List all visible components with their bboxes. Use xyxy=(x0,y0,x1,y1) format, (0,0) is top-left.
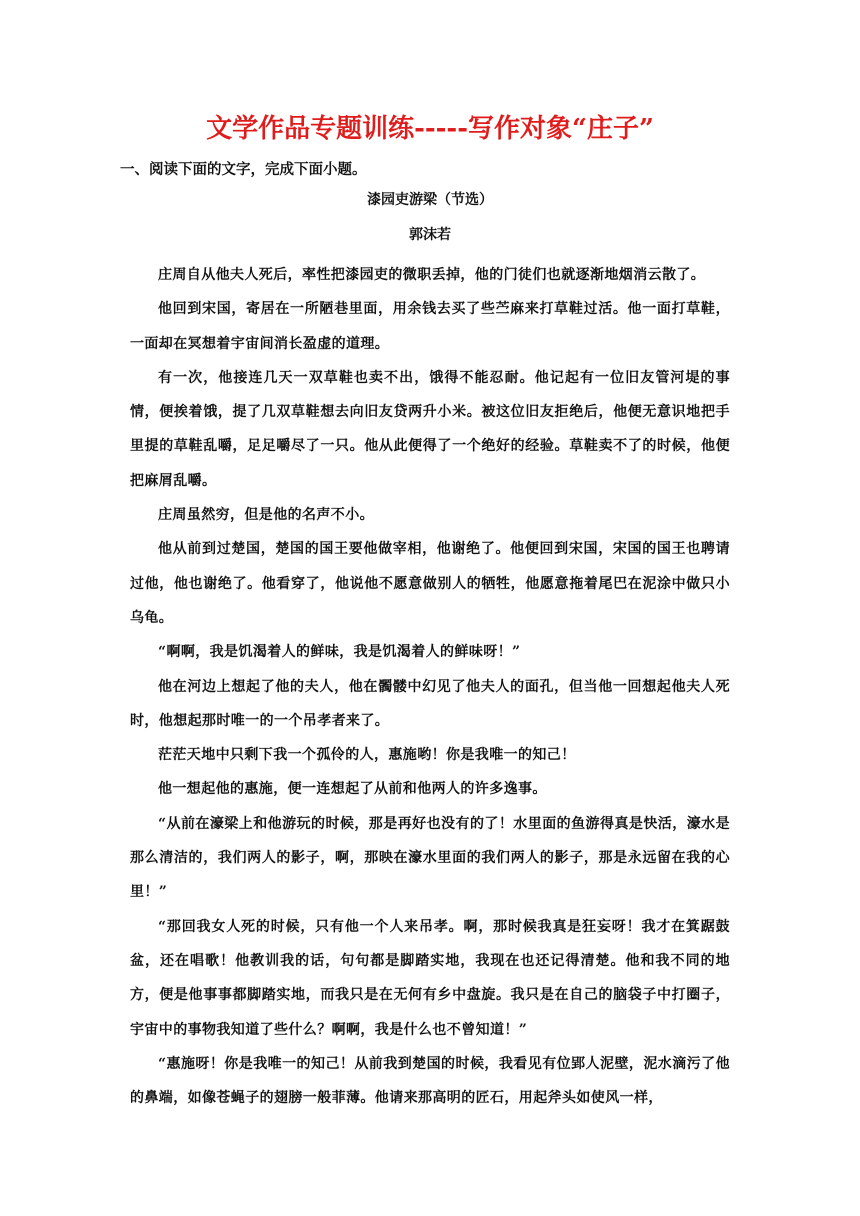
passage-author: 郭沫若 xyxy=(409,227,451,243)
section-heading: 一、阅读下面的文字，完成下面小题。 xyxy=(120,161,367,178)
paragraph: 有一次，他接连几天一双草鞋也卖不出，饿得不能忍耐。他记起有一位旧友管河堤的事情，便挨着饿，提了几双草鞋想去向旧友贷两升小米。被这位旧友拒绝后，他便无意识地把手里提的草鞋乱嚼，足足嚼尽了一只。他从此便得了一个绝好的经验。草鞋卖不了的时候，他便把麻屑乱嚼。 xyxy=(130,369,730,489)
passage-title: 漆园吏游梁（节选） xyxy=(367,192,493,208)
paragraph: “那回我女人死的时候，只有他一个人来吊孝。啊，那时候我真是狂妄呀！我才在箕踞鼓盆，还在唱歌！他教训我的话，句句都是脚踏实地，我现在也还记得清楚。他和我不同的地方，便是他事事都脚踏实地，而我只是在无何有乡中盘旋。我只是在自己的脑袋子中打圈子，宇宙中的事物我知道了些什么？啊啊，我是什么也不曾知道！” xyxy=(130,918,730,1038)
paragraph: 他在河边上想起了他的夫人，他在髑髅中幻见了他夫人的面孔，但当他一回想起他夫人死时，他想起那时唯一的一个吊孝者来了。 xyxy=(130,678,730,729)
passage-body xyxy=(130,258,730,1115)
paragraph: 他一想起他的惠施，便一连想起了从前和他两人的许多逸事。 xyxy=(158,781,547,798)
paragraph: 庄周虽然穷，但是他的名声不小。 xyxy=(158,507,374,524)
paragraph: “啊啊，我是饥渴着人的鲜味，我是饥渴着人的鲜味呀！” xyxy=(158,644,521,661)
document-title: 文学作品专题训练-----写作对象“庄子” xyxy=(206,114,654,144)
paragraph: “惠施呀！你是我唯一的知己！从前我到楚国的时候，我看见有位郢人泥壁，泥水滴污了他的鼻端，如像苍蝇子的翅膀一般菲薄。他请来那高明的匠石，用起斧头如使风一样， xyxy=(130,1055,730,1107)
paragraph: 他从前到过楚国，楚国的国王要他做宰相，他谢绝了。他便回到宋国，宋国的国王也聘请过他，他也谢绝了。他看穿了，他说他不愿意做别人的牺牲，他愿意拖着尾巴在泥涂中做只小乌龟。 xyxy=(130,541,730,626)
paragraph: 庄周自从他夫人死后，率性把漆园吏的微职丢掉，他的门徒们也就逐渐地烟消云散了。 xyxy=(158,267,706,283)
paragraph: 茫茫天地中只剩下我一个孤伶的人，惠施哟！你是我唯一的知己！ xyxy=(158,747,576,764)
paragraph: 他回到宋国，寄居在一所陋巷里面，用余钱去买了些苎麻来打草鞋过活。他一面打草鞋，一面却在冥想着宇宙间消长盈虚的道理。 xyxy=(130,301,730,352)
paragraph: “从前在濠梁上和他游玩的时候，那是再好也没有的了！水里面的鱼游得真是快活，濠水是那么清洁的，我们两人的影子，啊，那映在濠水里面的我们两人的影子，那是永远留在我的心里！” xyxy=(130,815,730,901)
